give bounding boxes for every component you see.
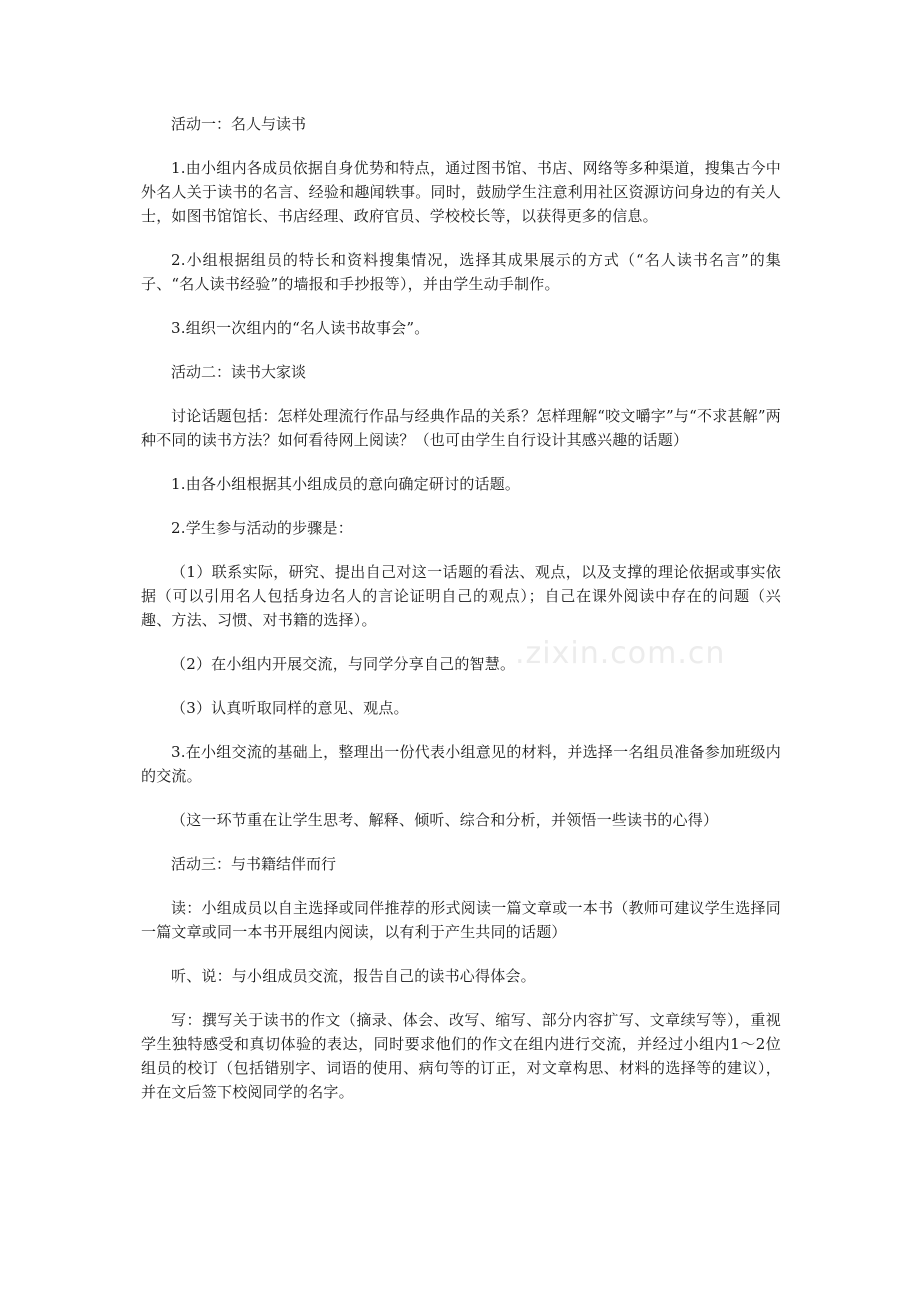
activity-1-step-3: 3.组织一次组内的“名人读书故事会”。: [171, 319, 430, 337]
activity-1-step-2: 2.小组根据组员的特长和资料搜集情况，选择其成果展示的方式（“名人读书名言”的集子、“名人读书经验”的墙报和手抄报等），并由学生动手制作。: [141, 251, 781, 293]
activity-2-topics: 讨论话题包括：怎样处理流行作品与经典作品的关系？怎样理解“咬文嚼字”与“不求甚解”两种不同的读书方法？如何看待网上阅读？（也可由学生自行设计其感兴趣的话题）: [141, 407, 781, 449]
activity-3-write: 写：撰写关于读书的作文（摘录、体会、改写、缩写、部分内容扩写、文章续写等），重视学生独特感受和真切体验的表达，同时要求他们的作文在组内进行交流，并经过小组内1～2位组员的校订（包括错别字、词语的使用、病句等的订正，对文章构思、材料的选择等的建议），并在文后签下校阅同学的名字。: [141, 1011, 781, 1101]
watermark: .zixin.com.cn: [515, 636, 726, 671]
activity-2-step-2: 2.学生参与活动的步骤是：: [171, 519, 353, 537]
activity-2-heading: 活动二：读书大家谈: [171, 363, 307, 381]
activity-2-substep-2: （2）在小组内开展交流，与同学分享自己的智慧。: [171, 655, 516, 673]
activity-2-substep-3: （3）认真听取同样的意见、观点。: [171, 699, 409, 717]
activity-3-listen-speak: 听、说：与小组成员交流，报告自己的读书心得体会。: [171, 967, 536, 985]
document-body: [141, 112, 781, 1124]
activity-3-heading: 活动三：与书籍结伴而行: [171, 855, 337, 873]
activity-1-heading: 活动一：名人与读书: [171, 115, 307, 133]
activity-2-step-1: 1.由各小组根据其小组成员的意向确定研讨的话题。: [171, 475, 521, 493]
activity-3-read: 读：小组成员以自主选择或同伴推荐的形式阅读一篇文章或一本书（教师可建议学生选择同一篇文章或同一本书开展组内阅读，以有利于产生共同的话题）: [141, 899, 781, 941]
activity-2-substep-1: （1）联系实际，研究、提出自己对这一话题的看法、观点，以及支撑的理论依据或事实依据（可以引用名人包括身边名人的言论证明自己的观点）；自己在课外阅读中存在的问题（兴趣、方法、习惯、对书籍的选择）。: [141, 563, 781, 629]
activity-2-note: （这一环节重在让学生思考、解释、倾听、综合和分析，并领悟一些读书的心得）: [171, 811, 719, 829]
activity-2-step-3: 3.在小组交流的基础上，整理出一份代表小组意见的材料，并选择一名组员准备参加班级内的交流。: [141, 743, 781, 785]
activity-1-step-1: 1.由小组内各成员依据自身优势和特点，通过图书馆、书店、网络等多种渠道，搜集古今中外名人关于读书的名言、经验和趣闻轶事。同时，鼓励学生注意利用社区资源访问身边的有关人士，如图书馆馆长、书店经理、政府官员、学校校长等，以获得更多的信息。: [141, 159, 781, 225]
